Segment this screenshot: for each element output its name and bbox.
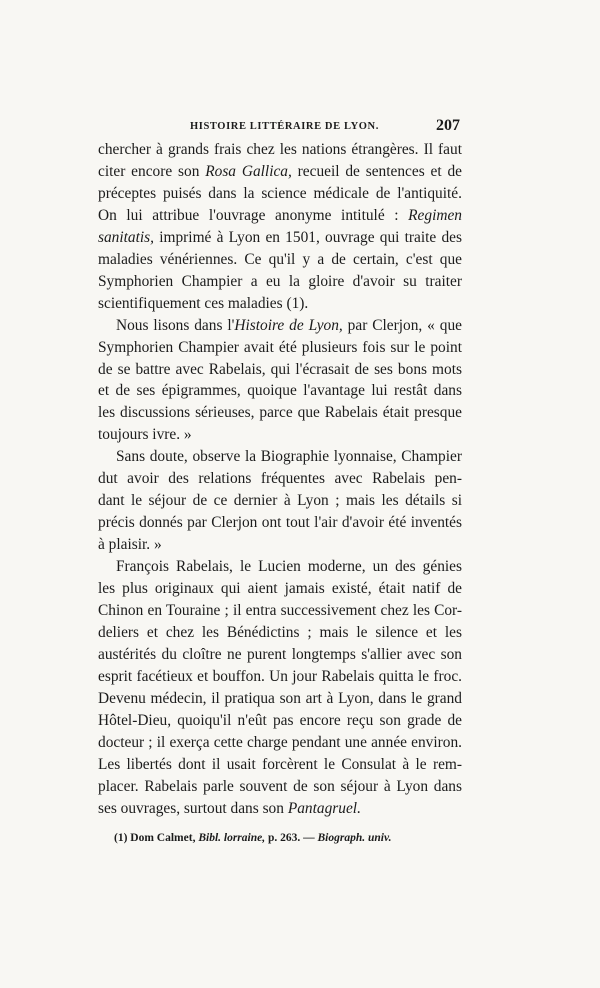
text-line: deliers et chez les Bénédictins ; mais le silence et les: [98, 623, 462, 641]
text-line: docteur ; il exerça cette charge pendant une année environ.: [98, 733, 462, 751]
text-line: précis donnés par Clerjon ont tout l'air d'avoir été inventés: [98, 514, 462, 532]
text-line: les discussions sérieuses, parce que Rabelais était presque: [98, 404, 462, 422]
text-line: scientifiquement ces maladies (1).: [98, 294, 309, 312]
text-line: Les libertés dont il usait forcèrent le Consulat à le rem-: [98, 755, 462, 773]
text-line: à plaisir. »: [98, 536, 162, 554]
text-line: placer. Rabelais parle souvent de son séjour à Lyon dans: [98, 777, 462, 795]
footnote: [114, 832, 392, 844]
text-line: chercher à grands frais chez les nations étrangères. Il faut: [98, 141, 462, 158]
footnote-page-ref: p. 263. —: [267, 832, 315, 844]
text-line: On lui attribue l'ouvrage anonyme intitulé : Regimen: [98, 206, 462, 224]
text-line: dant le séjour de ce dernier à Lyon ; mais les détails si: [98, 492, 462, 510]
text-line: de se battre avec Rabelais, qui l'écrasait de ses bons mots: [98, 360, 462, 378]
running-title: HISTOIRE LITTÉRAIRE DE LYON.: [190, 121, 379, 132]
text-line: préceptes puisés dans la science médicale de l'antiquité.: [98, 184, 462, 202]
text-line: esprit facétieux et bouffon. Un jour Rabelais quitta le froc.: [98, 667, 462, 685]
text-line: citer encore son Rosa Gallica, recueil de sentences et de: [98, 162, 462, 180]
text-line: maladies vénériennes. Ce qu'il y a de certain, c'est que: [98, 250, 462, 268]
text-line: Chinon en Touraine ; il entra successivement chez les Cor-: [98, 602, 462, 620]
text-line: sanitatis, imprimé à Lyon en 1501, ouvrage qui traite des: [98, 228, 462, 246]
text-line: Sans doute, observe la Biographie lyonnaise, Champier: [116, 448, 462, 466]
page-header: [98, 117, 460, 137]
text-line: et de ses épigrammes, quoique l'avantage lui restât dans: [98, 382, 462, 400]
body-text: [98, 139, 462, 820]
text-line: Devenu médecin, il pratiqua son art à Lyon, dans le grand: [98, 689, 462, 707]
text-line: austérités du cloître ne purent longtemps s'allier avec son: [98, 645, 462, 663]
footnote-author: Dom Calmet,: [130, 832, 196, 844]
footnote-second-work: Biograph. univ.: [317, 832, 392, 844]
text-line: dut avoir des relations fréquentes avec Rabelais pen-: [98, 470, 462, 488]
footnote-work: Bibl. lorraine,: [198, 832, 266, 844]
text-line: Hôtel-Dieu, quoiqu'il n'eût pas encore reçu son grade de: [98, 711, 462, 729]
text-line: François Rabelais, le Lucien moderne, un des génies: [116, 558, 462, 576]
text-line: ses ouvrages, surtout dans son Pantagruel.: [98, 799, 361, 817]
text-line: les plus originaux qui aient jamais existé, était natif de: [98, 580, 462, 598]
text-line: toujours ivre. »: [98, 426, 192, 444]
text-line: Nous lisons dans l'Histoire de Lyon, par Clerjon, « que: [116, 316, 462, 334]
page-number: 207: [436, 117, 460, 134]
text-line: Symphorien Champier avait été plusieurs fois sur le point: [98, 338, 462, 356]
text-line: Symphorien Champier a eu la gloire d'avoir su traiter: [98, 272, 462, 290]
footnote-marker: (1): [114, 832, 128, 844]
